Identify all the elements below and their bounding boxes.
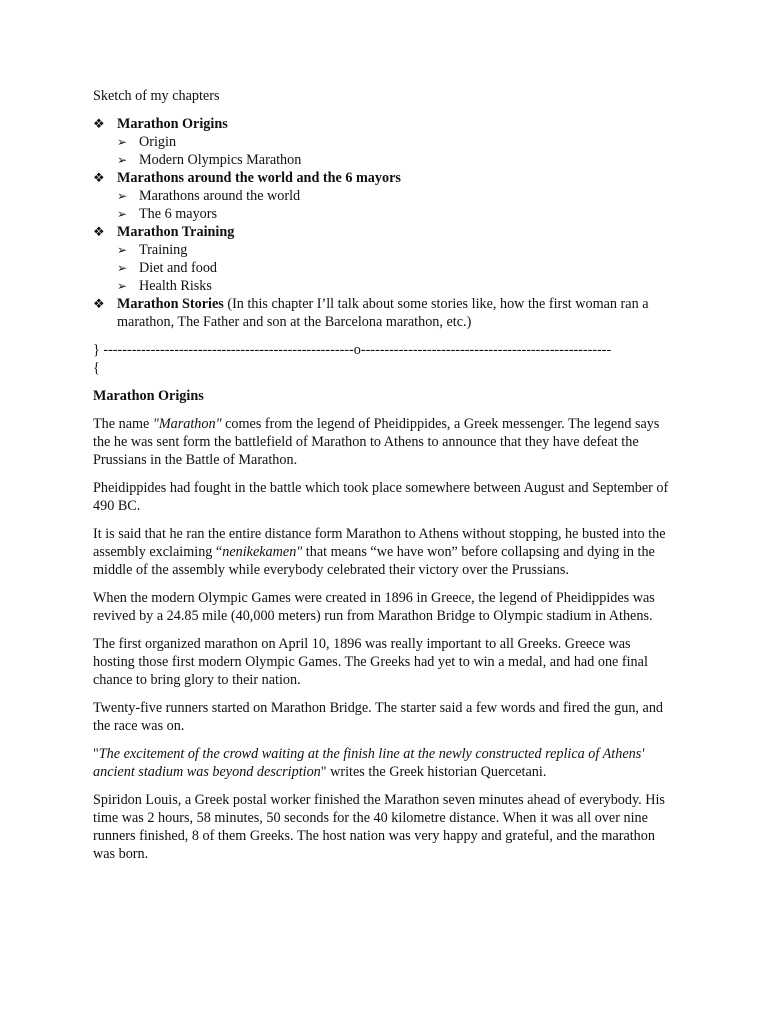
arrow-bullet-icon: ➢	[117, 261, 128, 275]
paragraph: Twenty-five runners started on Marathon Bridge. The starter said a few words and fired the gun, and the race was on.	[93, 700, 664, 734]
chapter-item-stories	[93, 295, 673, 331]
paragraph: The first organized marathon on April 10, 1896 was really important to all Greeks. Greece was hosting those first modern Olympic Games. The Greeks had yet to win a medal, and had one final chance to bring glory to their nation.	[93, 636, 648, 688]
italic-quote: The excitement of the crowd waiting at the finish line at the newly constructed replica of Athens' ancient stadium was beyond description	[93, 746, 645, 780]
sub-item	[117, 259, 673, 277]
diamond-bullet-icon: ❖	[93, 296, 105, 311]
sub-item	[117, 133, 673, 151]
chapter-title: Marathon Training	[117, 224, 235, 240]
paragraph: The name "Marathon" comes from the legend of Pheidippides, a Greek messenger. The legend says the he was sent form the battlefield of Marathon to Athens to announce that they have defeat the Prussians in the Battle of Marathon.	[93, 416, 660, 468]
sub-item	[117, 241, 673, 259]
arrow-bullet-icon: ➢	[117, 279, 128, 293]
sub-item	[117, 277, 673, 295]
sub-item-label: Modern Olympics Marathon	[139, 152, 302, 168]
paragraph: When the modern Olympic Games were created in 1896 in Greece, the legend of Pheidippides was revived by a 24.85 mile (40,000 meters) run from Marathon Bridge to Olympic stadium in Athens.	[93, 590, 655, 624]
chapter-outline	[93, 115, 673, 331]
sub-item	[117, 187, 673, 205]
chapter-subitems	[93, 187, 673, 223]
diamond-bullet-icon: ❖	[93, 224, 105, 239]
chapter-note: (In this chapter I’ll talk about some stories like, how the first woman ran a marathon, The Father and son at the Barcelona marathon, etc.)	[117, 296, 649, 330]
diamond-bullet-icon: ❖	[93, 170, 105, 185]
arrow-bullet-icon: ➢	[117, 243, 128, 257]
arrow-bullet-icon: ➢	[117, 135, 128, 149]
arrow-bullet-icon: ➢	[117, 153, 128, 167]
paragraph: Pheidippides had fought in the battle which took place somewhere between August and September of 490 BC.	[93, 480, 669, 514]
sub-item-label: Training	[139, 242, 188, 258]
paragraph: Spiridon Louis, a Greek postal worker finished the Marathon seven minutes ahead of everybody. His time was 2 hours, 58 minutes, 50 seconds for the 40 kilometre distance. When it was all over nine runners finished, 8 of them Greeks. The host nation was very happy and grateful, and the marathon was born.	[93, 792, 665, 862]
section-separator: } -----------------------------------------------------o-----------------------------------------------------	[93, 342, 612, 358]
chapter-item-training	[93, 223, 673, 241]
chapter-item-world	[93, 169, 673, 187]
sub-item	[117, 205, 673, 223]
sub-item-label: Origin	[139, 134, 177, 150]
chapter-title: Marathon Origins	[117, 116, 228, 132]
chapter-title: Marathon Stories	[117, 296, 224, 312]
arrow-bullet-icon: ➢	[117, 189, 128, 203]
open-brace: {	[93, 360, 100, 376]
sub-item-label: Diet and food	[139, 260, 218, 276]
section-title: Marathon Origins	[93, 388, 204, 404]
chapter-item-origins	[93, 115, 673, 133]
diamond-bullet-icon: ❖	[93, 116, 105, 131]
document-heading: Sketch of my chapters	[93, 88, 220, 104]
document-content	[93, 87, 673, 873]
italic-text: nenikekamen"	[222, 544, 303, 560]
italic-text: "Marathon"	[152, 416, 222, 432]
paragraph: It is said that he ran the entire distance form Marathon to Athens without stopping, he busted into the assembly exclaiming “nenikekamen" that means “we have won” before collapsing and dying in the middle of the assembly while everybody celebrated their victory over the Prussians.	[93, 526, 666, 578]
chapter-subitems	[93, 241, 673, 295]
arrow-bullet-icon: ➢	[117, 207, 128, 221]
chapter-subitems	[93, 133, 673, 169]
sub-item-label: The 6 mayors	[139, 206, 218, 222]
quote-paragraph: "The excitement of the crowd waiting at the finish line at the newly constructed replica of Athens' ancient stadium was beyond description" writes the Greek historian Quercetani.	[93, 746, 645, 780]
chapter-title: Marathons around the world and the 6 mayors	[117, 170, 401, 186]
sub-item	[117, 151, 673, 169]
sub-item-label: Health Risks	[139, 278, 212, 294]
sub-item-label: Marathons around the world	[139, 188, 301, 204]
